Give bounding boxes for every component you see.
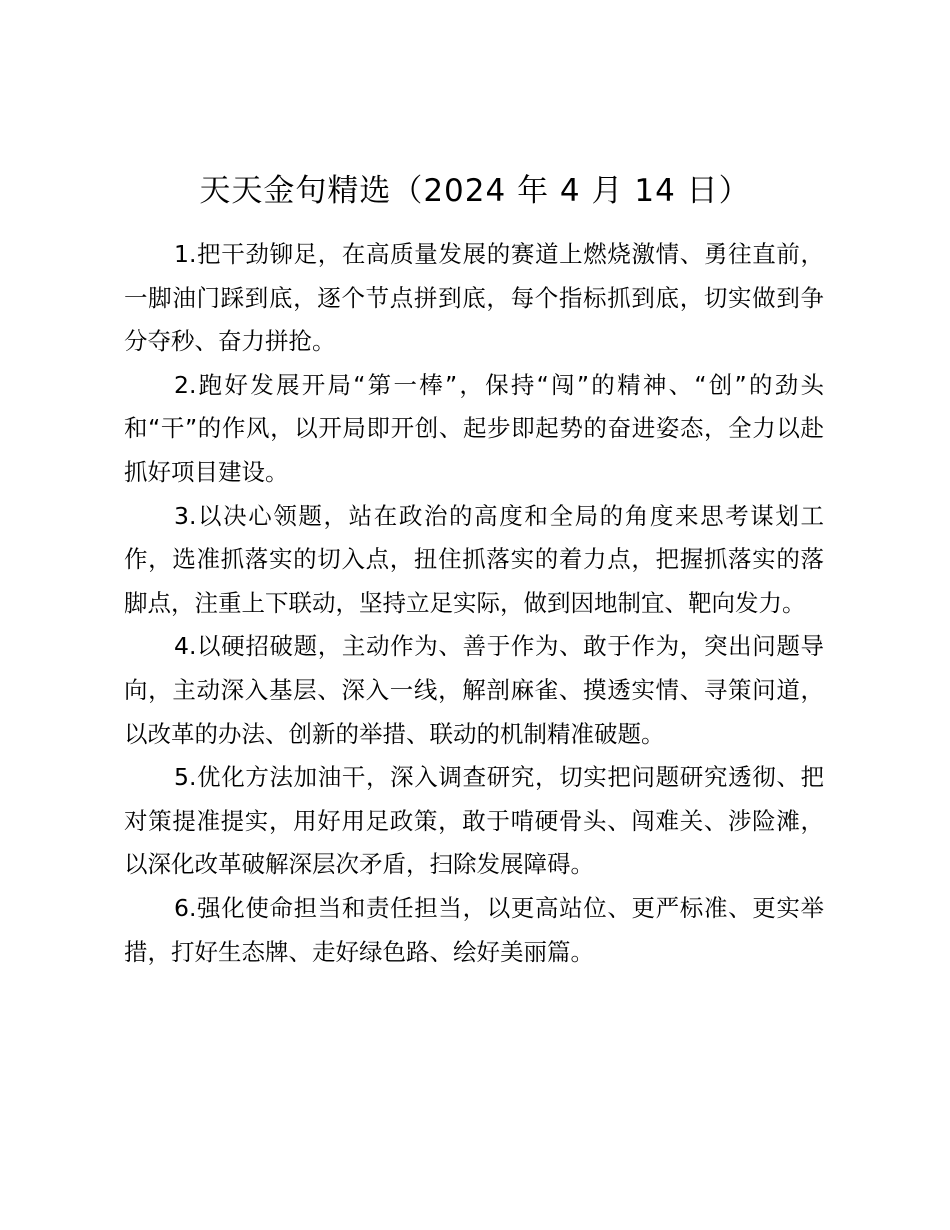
paragraph-6: 6.强化使命担当和责任担当，以更高站位、更严标准、更实举措，打好生态牌、走好绿色路、绘好美丽篇。 bbox=[124, 893, 824, 966]
paragraph-5: 5.优化方法加油干，深入调查研究，切实把问题研究透彻、把对策提准提实，用好用足政策，敢于啃硬骨头、闯难关、涉险滩，以深化改革破解深层次矛盾，扫除发展障碍。 bbox=[124, 763, 824, 879]
paragraph-1: 1.把干劲铆足，在高质量发展的赛道上燃烧激情、勇往直前，一脚油门踩到底，逐个节点拼到底，每个指标抓到底，切实做到争分夺秒、奋力拼抢。 bbox=[124, 240, 824, 356]
paragraph-4: 4.以硬招破题，主动作为、善于作为、敢于作为，突出问题导向，主动深入基层、深入一线，解剖麻雀、摸透实情、寻策问道，以改革的办法、创新的举措、联动的机制精准破题。 bbox=[124, 632, 824, 748]
document-title: 天天金句精选（2024 年 4 月 14 日） bbox=[199, 173, 751, 209]
document-body bbox=[124, 233, 824, 974]
paragraph-3: 3.以决心领题，站在政治的高度和全局的角度来思考谋划工作，选准抓落实的切入点，扭住抓落实的着力点，把握抓落实的落脚点，注重上下联动，坚持立足实际，做到因地制宜、靶向发力。 bbox=[124, 501, 824, 617]
paragraph-2: 2.跑好发展开局“第一棒”，保持“闯”的精神、“创”的劲头和“干”的作风，以开局即开创、起步即起势的奋进姿态，全力以赴抓好项目建设。 bbox=[124, 370, 824, 486]
